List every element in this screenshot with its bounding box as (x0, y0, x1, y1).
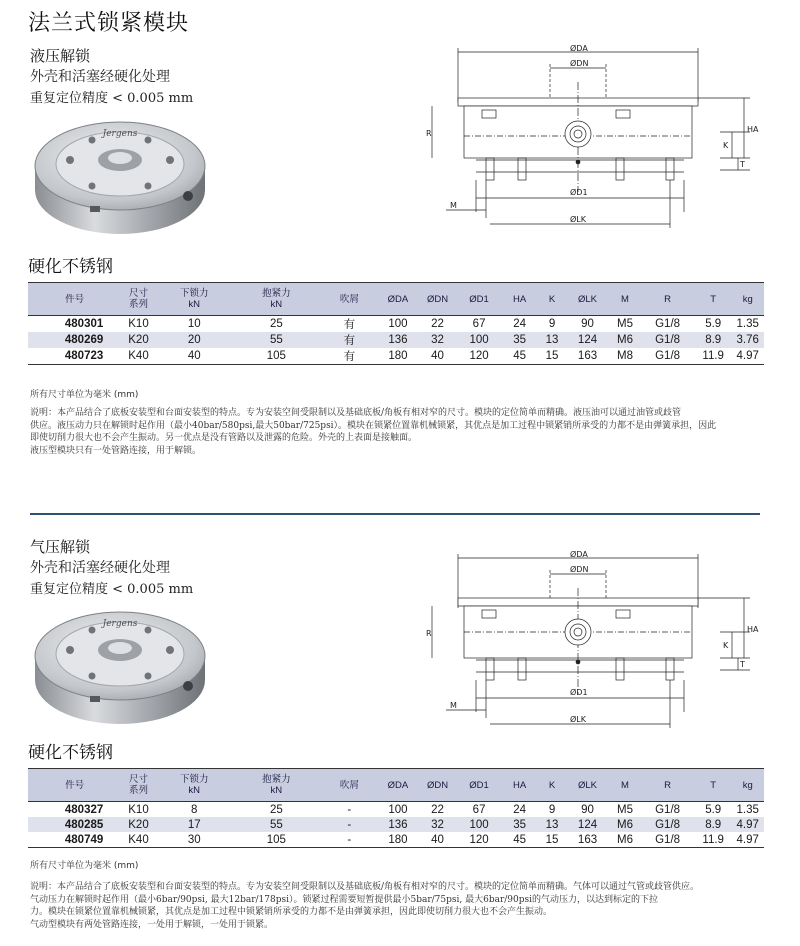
unit-note: 所有尺寸单位为毫米 (mm) (30, 861, 139, 871)
table-row: 480269 K20 20 55 有 136 32 100 35 13 124 M6 G1/8 8.9 3.76 (28, 332, 764, 348)
dim-lk: ØLK (570, 215, 586, 224)
spec-table (28, 282, 764, 365)
col-t: T (695, 769, 731, 802)
feature-text: 外壳和活塞经硬化处理 (30, 69, 170, 85)
unlock-type: 液压解锁 (30, 47, 91, 65)
table-row: 480327 K10 8 25 - 100 22 67 24 9 90 M5 G1/8 5.9 1.35 (64, 803, 759, 816)
technical-drawing (420, 548, 760, 742)
dim-k: K (723, 141, 729, 150)
description-line: 气动压力在解锁时起作用（最小6bar/90psi, 最大12bar/178psi）。锁紧过程需要短暂提供最小5bar/75psi, 最大6bar/90psi的气动压力，以达到标定的下拉 (30, 894, 658, 905)
logo-text: Jergens (102, 129, 138, 139)
col-d1: ØD1 (458, 283, 501, 316)
col-ha: HA (500, 769, 539, 802)
dim-dn: ØDN (570, 59, 589, 68)
col-lk: ØLK (565, 769, 610, 802)
page-title: 法兰式锁紧模块 (28, 11, 190, 36)
description-line: 液压型模块只有一处管路连接，用于解锁。 (30, 445, 202, 456)
description-line: 说明：本产品结合了底板安装型和台面安装型的特点。专为安装空间受限制以及基础底板/角板有相对窄的尺寸。模块的定位简单而精确。气体可以通过气管或歧管供应。 (30, 882, 700, 892)
dim-d1: ØD1 (570, 688, 588, 697)
col-dn: ØDN (417, 283, 458, 316)
col-part-no: 件号 (28, 283, 121, 316)
col-part-no: 件号 (28, 769, 121, 802)
technical-drawing (420, 42, 760, 236)
col-d1: ØD1 (458, 769, 501, 802)
description-line: 供应。液压动力只在解锁时起作用（最小40bar/580psi,最大50bar/725psi）。模块在锁紧位置靠机械锁紧，其优点是加工过程中锁紧销所承受的力都不是由弹簧承担，因此 (30, 420, 717, 431)
col-ha: HA (500, 283, 539, 316)
col-blow: 吹屑 (320, 769, 379, 802)
col-kg: kg (731, 769, 764, 802)
dim-ha: HA (747, 625, 759, 634)
col-da: ØDA (379, 283, 418, 316)
description (30, 881, 770, 931)
dim-lk: ØLK (570, 715, 586, 724)
table-row: 480301 K10 10 25 有 100 22 67 24 9 90 M5 G1/8 5.9 1.35 (64, 318, 759, 331)
col-r: R (640, 769, 695, 802)
description-line: 说明：本产品结合了底板安装型和台面安装型的特点。专为安装空间受限制以及基础底板/角板有相对窄的尺寸。模块的定位简单而精确。液压油可以通过油管或歧管 (30, 408, 682, 418)
dim-m: M (450, 201, 457, 210)
dim-da: ØDA (570, 44, 588, 53)
accuracy-text: 重复定位精度 < 0.005 mm (30, 91, 194, 106)
col-size: 尺寸 系列 (121, 283, 155, 316)
material-heading: 硬化不锈钢 (28, 257, 113, 277)
section-divider (30, 513, 760, 515)
table-header-row (28, 769, 764, 802)
table-row: 480749 K40 30 105 - 180 40 120 45 15 163 M6 G1/8 11.9 4.97 (28, 832, 764, 848)
col-m: M (610, 769, 640, 802)
col-k: K (539, 769, 565, 802)
col-da: ØDA (379, 769, 418, 802)
col-r: R (640, 283, 695, 316)
dim-m: M (450, 701, 457, 710)
col-blow: 吹屑 (320, 283, 379, 316)
dim-k: K (723, 641, 729, 650)
unit-note: 所有尺寸单位为毫米 (mm) (30, 390, 139, 400)
col-pull-force: 下锁力 kN (156, 769, 233, 802)
description-line: 即使切削力很大也不会产生振动。另一优点是没有管路以及泄露的危险。外壳的上表面是接触面。 (30, 433, 418, 443)
col-dn: ØDN (417, 769, 458, 802)
logo-text: Jergens (102, 619, 138, 629)
col-kg: kg (731, 283, 764, 316)
dim-r: R (426, 629, 432, 638)
description (30, 407, 770, 457)
unlock-type: 气压解锁 (30, 538, 91, 556)
product-image (30, 108, 210, 240)
dim-da: ØDA (570, 550, 588, 559)
spec-table (28, 768, 764, 848)
table-row: 480285 K20 17 55 - 136 32 100 35 13 124 M6 G1/8 8.9 4.97 (28, 817, 764, 832)
dim-r: R (426, 129, 432, 138)
col-k: K (539, 283, 565, 316)
material-heading: 硬化不锈钢 (28, 743, 113, 763)
description-line: 气动型模块有两处管路连接，一处用于解锁，一处用于锁紧。 (30, 919, 274, 930)
description-line: 力。模块在锁紧位置靠机械锁紧，其优点是加工过程中锁紧销所承受的力都不是由弹簧承担，因此即使切削力很大也不会产生振动。 (30, 907, 553, 917)
dim-d1: ØD1 (570, 188, 588, 197)
table-row: 480723 K40 40 105 有 180 40 120 45 15 163 M8 G1/8 11.9 4.97 (28, 348, 764, 365)
dim-t: T (740, 160, 745, 169)
col-pull-force: 下锁力 kN (156, 283, 233, 316)
feature-text: 外壳和活塞经硬化处理 (30, 560, 170, 576)
dim-t: T (740, 660, 745, 669)
col-size: 尺寸 系列 (121, 769, 155, 802)
col-hold-force: 抱紧力 kN (233, 283, 320, 316)
col-lk: ØLK (565, 283, 610, 316)
dim-dn: ØDN (570, 565, 589, 574)
col-m: M (610, 283, 640, 316)
product-image (30, 598, 210, 730)
col-hold-force: 抱紧力 kN (233, 769, 320, 802)
accuracy-text: 重复定位精度 < 0.005 mm (30, 582, 194, 597)
dim-ha: HA (747, 125, 759, 134)
table-header-row (28, 283, 764, 316)
col-t: T (695, 283, 731, 316)
